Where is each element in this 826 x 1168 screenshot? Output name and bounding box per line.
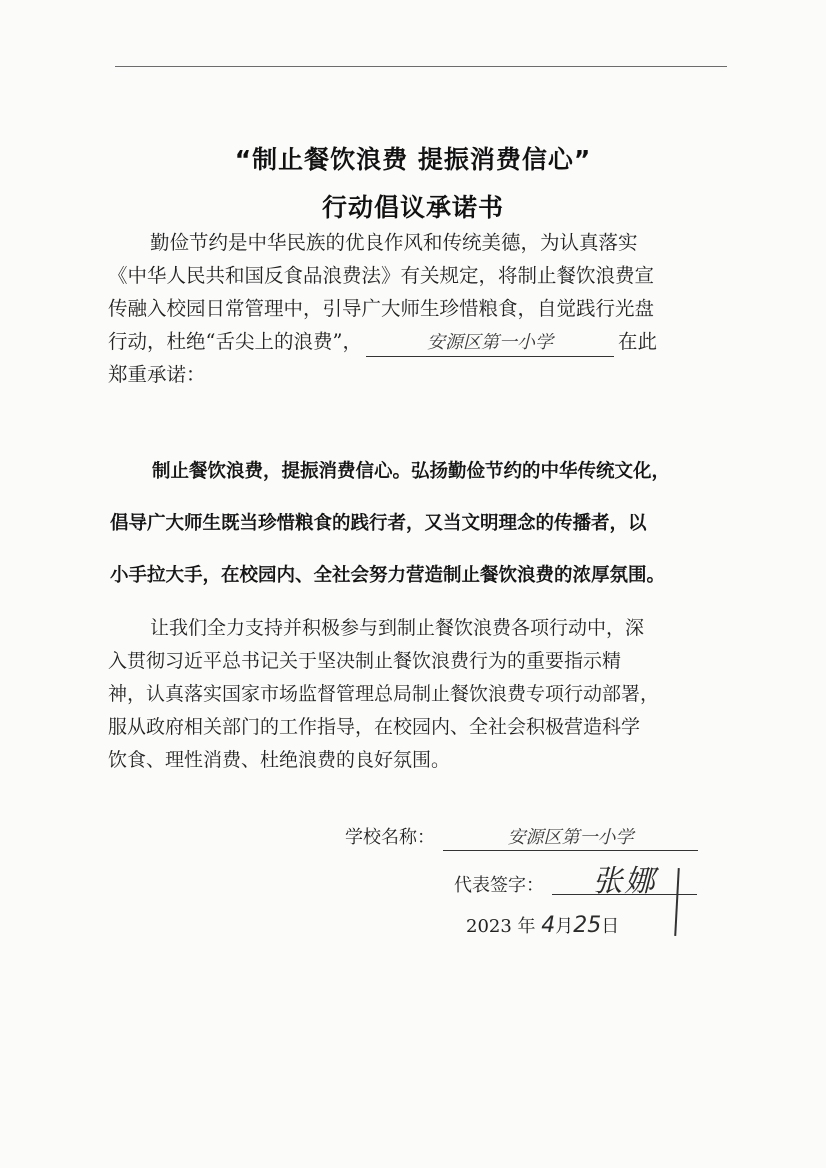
school-name-row bbox=[345, 823, 698, 851]
date-year: 2023 bbox=[466, 916, 512, 937]
document-subtitle: 行动倡议承诺书 bbox=[321, 193, 504, 222]
date-month: 4 bbox=[541, 913, 556, 938]
intro-line-suffix: 在此 bbox=[617, 330, 657, 353]
date-month-label: 月 bbox=[555, 916, 574, 937]
intro-line-with-blank bbox=[108, 325, 720, 358]
document-title: “制止餐饮浪费 提振消费信心” bbox=[234, 145, 592, 174]
commitment-line: 倡导广大师生既当珍惜粮食的践行者，又当文明理念的传播者，以 bbox=[110, 513, 647, 534]
support-line: 让我们全力支持并积极参与到制止餐饮浪费各项行动中，深 bbox=[150, 617, 645, 639]
date-day-label: 日 bbox=[601, 916, 620, 937]
date-year-label: 年 bbox=[517, 916, 536, 937]
representative-row bbox=[454, 864, 697, 899]
support-line: 饮食、理性消费、杜绝浪费的良好氛围。 bbox=[108, 749, 451, 771]
intro-line: 传融入校园日常管理中，引导广大师生珍惜粮食，自觉践行光盘 bbox=[108, 297, 655, 320]
top-rule bbox=[115, 66, 727, 67]
support-line: 神，认真落实国家市场监督管理总局制止餐饮浪费专项行动部署， bbox=[108, 683, 660, 705]
intro-line: 勤俭节约是中华民族的优良作风和传统美德，为认真落实 bbox=[150, 231, 638, 254]
intro-line: 郑重承诺： bbox=[108, 363, 206, 386]
support-line: 入贯彻习近平总书记关于坚决制止餐饮浪费行为的重要指示精 bbox=[108, 650, 622, 672]
school-name-label: 学校名称： bbox=[345, 827, 435, 848]
commitment-line: 小手拉大手，在校园内、全社会努力营造制止餐饮浪费的浓厚氛围。 bbox=[110, 565, 666, 586]
school-name-filled-blank: 安源区第一小学 bbox=[366, 330, 614, 357]
school-name-value: 安源区第一小学 bbox=[443, 826, 698, 851]
date-day: 25 bbox=[573, 913, 602, 938]
date-row bbox=[466, 912, 619, 938]
intro-paragraph bbox=[108, 226, 720, 391]
commitment-line: 制止餐饮浪费，提振消费信心。弘扬勤俭节约的中华传统文化， bbox=[152, 461, 671, 482]
commitment-paragraph bbox=[110, 446, 725, 602]
support-paragraph bbox=[108, 612, 720, 777]
intro-line: 行动，杜绝“舌尖上的浪费”， bbox=[108, 330, 362, 353]
support-line: 服从政府相关部门的工作指导，在校园内、全社会积极营造科学 bbox=[108, 716, 641, 738]
representative-label: 代表签字： bbox=[454, 875, 544, 896]
intro-line: 《中华人民共和国反食品浪费法》有关规定，将制止餐饮浪费宣 bbox=[108, 264, 655, 287]
representative-signature: 张娜 bbox=[552, 870, 697, 895]
